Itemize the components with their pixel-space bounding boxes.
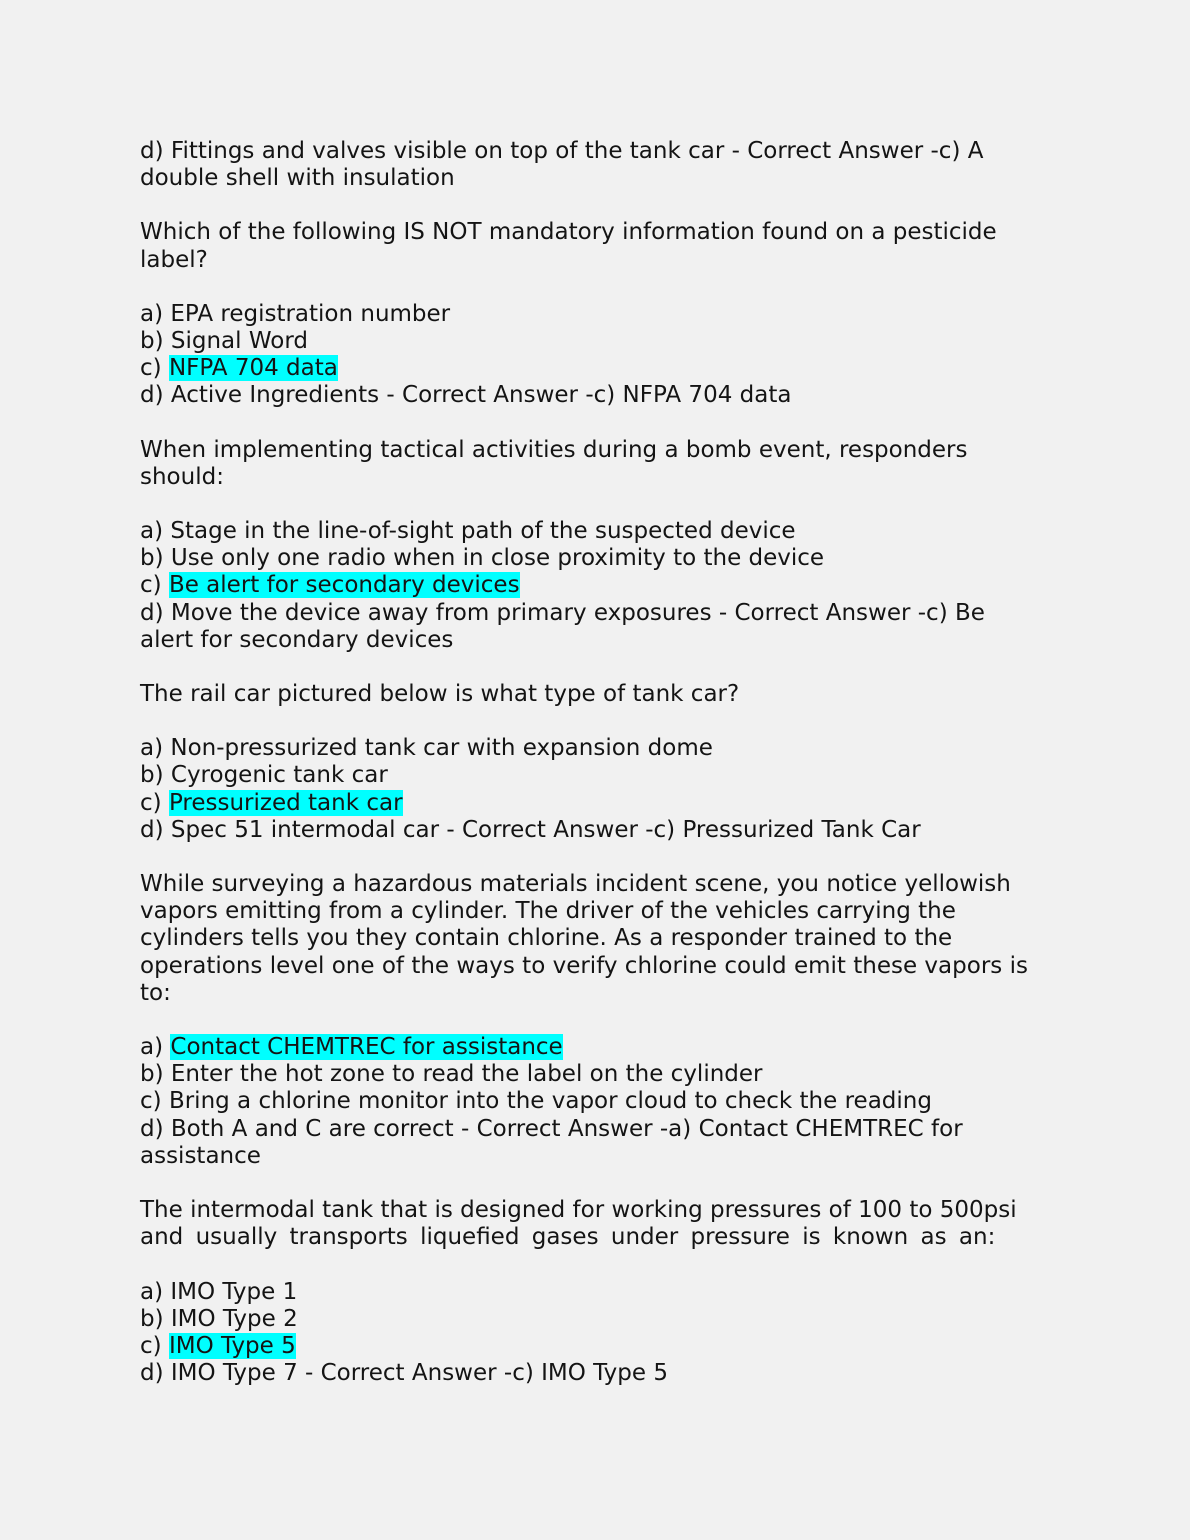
option-c bbox=[140, 1088, 1020, 1115]
option-prefix: b) bbox=[140, 1061, 164, 1088]
option-text: IMO Type 2 bbox=[170, 1305, 298, 1332]
answer-continuation bbox=[140, 138, 1020, 192]
option-prefix: b) bbox=[140, 328, 164, 355]
options-pesticide-label bbox=[140, 301, 1020, 410]
option-prefix: d) bbox=[140, 599, 164, 626]
option-b bbox=[140, 328, 1020, 355]
option-c bbox=[140, 572, 1020, 599]
text-line: double shell with insulation bbox=[140, 165, 455, 192]
option-b bbox=[140, 545, 1020, 572]
question-bomb-event bbox=[140, 437, 1020, 491]
question-chlorine bbox=[140, 871, 1028, 1007]
option-d bbox=[140, 382, 1020, 409]
option-prefix: c) bbox=[140, 355, 162, 382]
question-text: should: bbox=[140, 463, 224, 490]
question-text: When implementing tactical activities during a bomb event, responders bbox=[140, 436, 968, 463]
option-c bbox=[140, 790, 1020, 817]
option-text: EPA registration number bbox=[170, 300, 451, 327]
option-text: Active Ingredients - Correct Answer -c) NFPA 704 data bbox=[170, 382, 792, 409]
option-c bbox=[140, 1333, 1020, 1360]
option-text: IMO Type 7 - Correct Answer -c) IMO Type 5 bbox=[170, 1360, 668, 1387]
question-text: Which of the following IS NOT mandatory information found on a pesticide bbox=[140, 219, 997, 246]
option-text: Cyrogenic tank car bbox=[170, 762, 388, 789]
question-pesticide-label bbox=[140, 219, 1020, 273]
option-text: IMO Type 1 bbox=[170, 1278, 298, 1305]
option-prefix: a) bbox=[140, 518, 164, 545]
question-text: While surveying a hazardous materials incident scene, you notice yellowish bbox=[140, 871, 1011, 898]
option-prefix: b) bbox=[140, 545, 164, 572]
option-prefix: a) bbox=[140, 735, 164, 762]
question-text: vapors emitting from a cylinder. The driver of the vehicles carrying the bbox=[140, 898, 956, 925]
option-prefix: c) bbox=[140, 789, 162, 816]
option-text: Signal Word bbox=[170, 328, 308, 355]
option-text: Non-pressurized tank car with expansion dome bbox=[170, 735, 713, 762]
options-bomb-event bbox=[140, 518, 1020, 654]
option-a bbox=[140, 1279, 1020, 1306]
option-text: Spec 51 intermodal car - Correct Answer -c) Pressurized Tank Car bbox=[170, 816, 921, 843]
option-prefix: b) bbox=[140, 1305, 164, 1332]
question-text: The rail car pictured below is what type of tank car? bbox=[140, 681, 740, 708]
option-text: Stage in the line-of-sight path of the suspected device bbox=[170, 518, 796, 545]
option-text: Use only one radio when in close proximity to the device bbox=[170, 545, 825, 572]
option-text: Enter the hot zone to read the label on the cylinder bbox=[170, 1061, 763, 1088]
option-c bbox=[140, 355, 1020, 382]
option-d bbox=[140, 1360, 1020, 1387]
question-text: operations level one of the ways to verify chlorine could emit these vapors is bbox=[140, 952, 1028, 979]
question-text: label? bbox=[140, 246, 208, 273]
option-continuation: assistance bbox=[140, 1142, 261, 1169]
question-text: and usually transports liquefied gases under pressure is known as an: bbox=[140, 1224, 996, 1251]
question-text: cylinders tells you they contain chlorine. As a responder trained to the bbox=[140, 925, 953, 952]
highlighted-answer: Be alert for secondary devices bbox=[168, 572, 520, 599]
highlighted-answer: NFPA 704 data bbox=[168, 355, 338, 382]
option-b bbox=[140, 1061, 1020, 1088]
option-d bbox=[140, 600, 1020, 627]
option-prefix: d) bbox=[140, 1115, 164, 1142]
option-d bbox=[140, 1116, 1020, 1143]
highlighted-answer: Pressurized tank car bbox=[168, 789, 403, 816]
option-text: Move the device away from primary exposures - Correct Answer -c) Be bbox=[170, 599, 985, 626]
option-prefix: c) bbox=[140, 1088, 162, 1115]
question-rail-car bbox=[140, 681, 1020, 708]
question-text: The intermodal tank that is designed for working pressures of 100 to 500psi bbox=[140, 1197, 1017, 1224]
options-rail-car bbox=[140, 735, 1020, 844]
option-b bbox=[140, 762, 1020, 789]
option-prefix: a) bbox=[140, 1278, 164, 1305]
option-prefix: c) bbox=[140, 1332, 162, 1359]
question-intermodal-tank bbox=[140, 1197, 1020, 1251]
option-b bbox=[140, 1306, 1020, 1333]
option-continuation: alert for secondary devices bbox=[140, 626, 454, 653]
text-line: d) Fittings and valves visible on top of the tank car - Correct Answer -c) A bbox=[140, 138, 984, 164]
highlighted-answer: IMO Type 5 bbox=[168, 1332, 296, 1359]
options-intermodal-tank bbox=[140, 1279, 1020, 1388]
option-d bbox=[140, 817, 1020, 844]
option-prefix: a) bbox=[140, 300, 164, 327]
option-a bbox=[140, 1034, 1020, 1061]
option-prefix: a) bbox=[140, 1034, 164, 1061]
option-text: Bring a chlorine monitor into the vapor cloud to check the reading bbox=[168, 1088, 932, 1115]
highlighted-answer: Contact CHEMTREC for assistance bbox=[170, 1034, 563, 1061]
document-page bbox=[140, 138, 1028, 1414]
option-text: Both A and C are correct - Correct Answer -a) Contact CHEMTREC for bbox=[170, 1115, 963, 1142]
options-chlorine bbox=[140, 1034, 1020, 1170]
question-text: to: bbox=[140, 979, 171, 1006]
option-a bbox=[140, 735, 1020, 762]
option-prefix: b) bbox=[140, 762, 164, 789]
option-prefix: d) bbox=[140, 1360, 164, 1387]
option-a bbox=[140, 301, 1020, 328]
option-a bbox=[140, 518, 1020, 545]
option-prefix: c) bbox=[140, 572, 162, 599]
option-prefix: d) bbox=[140, 816, 164, 843]
option-prefix: d) bbox=[140, 382, 164, 409]
